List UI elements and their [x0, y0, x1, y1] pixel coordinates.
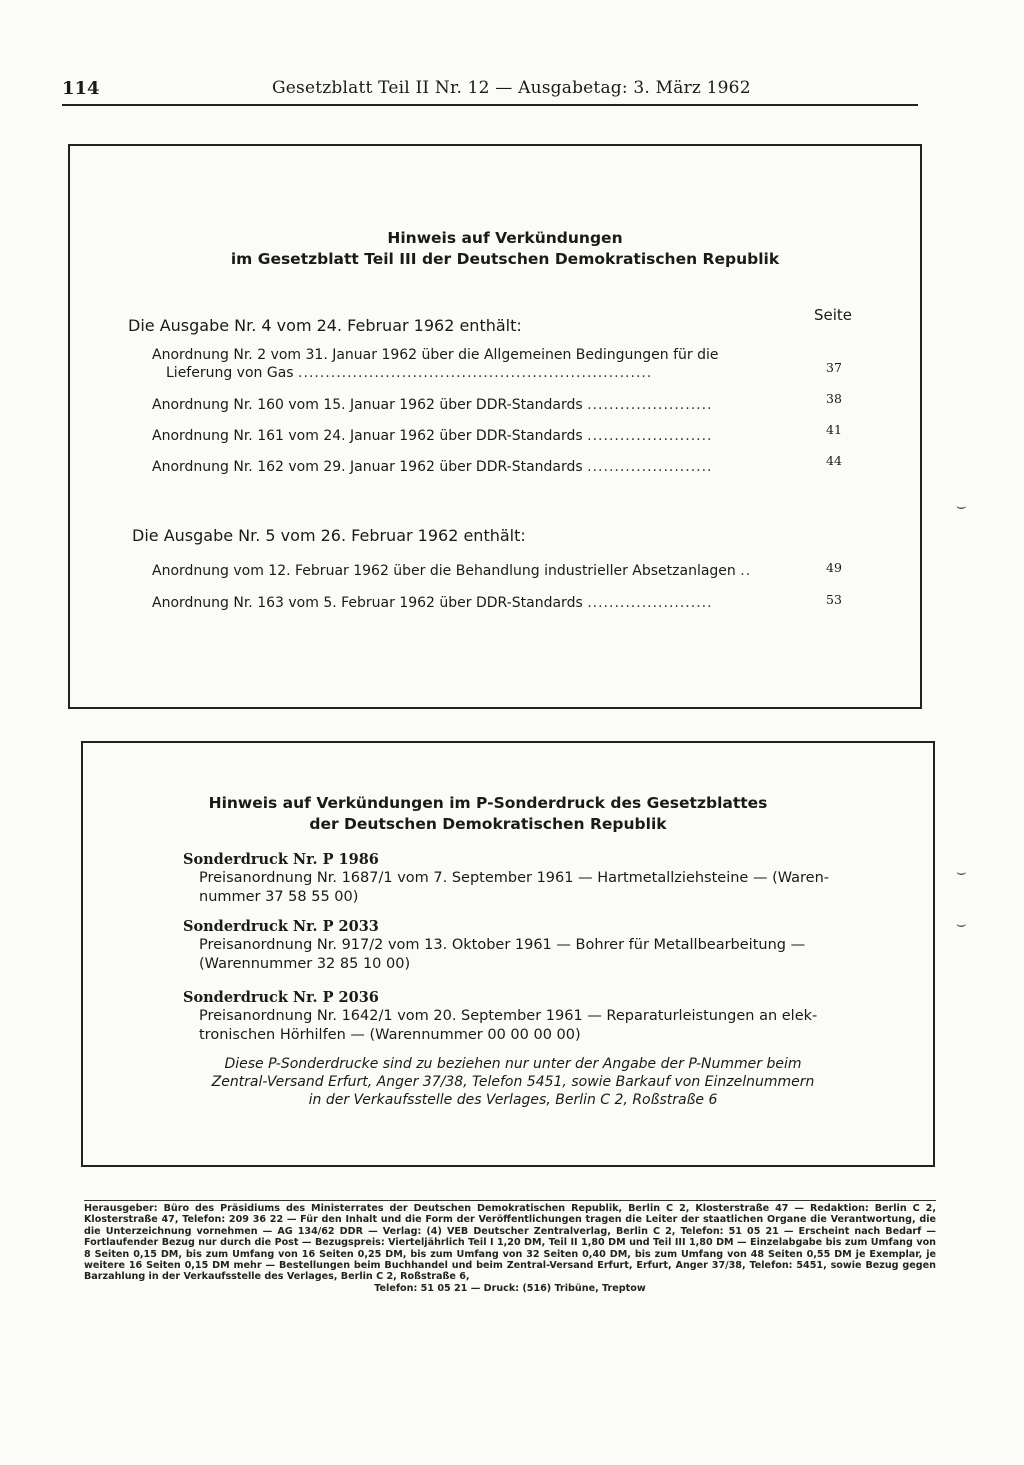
entry-text: Anordnung Nr. 161 vom 24. Januar 1962 über DDR-Standards [152, 428, 583, 444]
sonderdruck-heading: Sonderdruck Nr. P 2033 [183, 918, 379, 935]
entry-page: 41 [826, 422, 842, 437]
running-title: Gesetzblatt Teil II Nr. 12 — Ausgabetag: 3. März 1962 [272, 78, 751, 98]
toc-entry: Anordnung Nr. 161 vom 24. Januar 1962 über DDR-Standards ....................... [152, 428, 713, 444]
page-header [62, 76, 918, 106]
entry-page: 44 [826, 453, 842, 468]
entry-text: Anordnung Nr. 2 vom 31. Januar 1962 über die Allgemeinen Bedingungen für die [152, 347, 719, 363]
sonderdruck-text: Preisanordnung Nr. 1642/1 vom 20. September 1961 — Reparaturleistungen an elek- tronischen Hörhilfen — (Warennummer 00 00 00 00) [199, 1008, 818, 1043]
box-title [90, 228, 920, 270]
imprint-text: Herausgeber: Büro des Präsidiums des Ministerrates der Deutschen Demokratischen Republik, Berlin C 2, Klosterstraße 47 — Redaktion: Berlin C 2, Klosterstraße 47, Telefon: 209 36 22 — Für den Inhalt und die Form der Veröffentlichungen tragen die Leiter der staatlichen Organe die Verantwortung, die die Unterzeichnung vornehmen — AG 134/62 DDR — Verlag: (4) VEB Deutscher Zentralverlag, Berlin C 2, Telefon: 51 05 21 — Erscheint nach Bedarf — Fortlaufender Bezug nur durch die Post — Bezugspreis: Vierteljährlich Teil I 1,20 DM, Teil II 1,80 DM und Teil III 1,80 DM — Einzelabgabe bis zum Umfang von 8 Seiten 0,15 DM, bis zum Umfang von 16 Seiten 0,25 DM, bis zum Umfang von 32 Seiten 0,40 DM, bis zum Umfang von 48 Seiten 0,55 DM je Exemplar, je weitere 16 Seiten 0,15 DM mehr — Bestellungen beim Buchhandel und beim Zentral-Versand Erfurt, Erfurt, Anger 37/38, Telefon: 5451, sowie Bezug gegen Barzahlung in der Verkaufsstelle des Verlages, Berlin C 2, Roßstraße 6, [84, 1203, 936, 1283]
imprint-last-line: Telefon: 51 05 21 — Druck: (516) Tribüne, Treptow [374, 1282, 646, 1294]
print-mark: ⌣ [956, 862, 967, 881]
box-title-line-1: Hinweis auf Verkündungen im P-Sonderdruck des Gesetzblattes [208, 794, 768, 812]
print-mark: ⌣ [956, 496, 967, 515]
toc-entry: Anordnung Nr. 162 vom 29. Januar 1962 über DDR-Standards ....................... [152, 459, 713, 475]
entry-text-cont: Lieferung von Gas ................................................................. [166, 365, 653, 381]
notice-box-p-sonderdruck [81, 741, 935, 1167]
entry-page: 38 [826, 391, 842, 406]
entry-text: Anordnung Nr. 160 vom 15. Januar 1962 über DDR-Standards [152, 397, 583, 413]
entry-page: 49 [826, 560, 842, 575]
imprint-rule [84, 1200, 936, 1201]
box-title-line-2: der Deutschen Demokratischen Republik [309, 815, 667, 833]
toc-entry: Anordnung Nr. 163 vom 5. Februar 1962 über DDR-Standards ....................... [152, 595, 713, 611]
box-title-line-1: Hinweis auf Verkündungen [387, 229, 623, 247]
sonderdruck-text: Preisanordnung Nr. 1687/1 vom 7. September 1961 — Hartmetallziehsteine — (Waren- nummer 37 58 55 00) [199, 870, 830, 905]
page-number: 114 [62, 78, 100, 99]
sonderdruck-heading: Sonderdruck Nr. P 1986 [183, 851, 379, 868]
imprint [84, 1203, 936, 1294]
notice-box-gesetzblatt-teil-iii [68, 144, 922, 709]
entry-text: Anordnung Nr. 163 vom 5. Februar 1962 über DDR-Standards [152, 595, 583, 611]
entry-text: Anordnung vom 12. Februar 1962 über die Behandlung industrieller Absetzanlagen [152, 563, 736, 579]
toc-entry: Anordnung Nr. 160 vom 15. Januar 1962 über DDR-Standards ....................... [152, 397, 713, 413]
print-mark: ⌣ [956, 914, 967, 933]
sonderdruck-text: Preisanordnung Nr. 917/2 vom 13. Oktober 1961 — Bohrer für Metallbearbeitung — (Warennummer 32 85 10 00) [199, 937, 806, 972]
entry-page: 53 [826, 592, 842, 607]
sonderdruck-heading: Sonderdruck Nr. P 2036 [183, 989, 379, 1006]
entry-page: 37 [826, 360, 842, 375]
entry-text: Anordnung Nr. 162 vom 29. Januar 1962 über DDR-Standards [152, 459, 583, 475]
box-title-line-2: im Gesetzblatt Teil III der Deutschen Demokratischen Republik [230, 250, 780, 268]
toc-entry: Anordnung vom 12. Februar 1962 über die Behandlung industrieller Absetzanlagen .. [152, 563, 752, 579]
issue-heading: Die Ausgabe Nr. 5 vom 26. Februar 1962 enthält: [132, 526, 526, 545]
ordering-note: Diese P-Sonderdrucke sind zu beziehen nur unter der Angabe der P-Nummer beim Zentral-Versand Erfurt, Anger 37/38, Telefon 5451, sowie Barkauf von Einzelnummern in der Verkaufsstelle des Verlages, Berlin C 2, Roßstraße 6 [211, 1056, 815, 1108]
page-column-label: Seite [814, 306, 853, 324]
box-title [43, 793, 933, 835]
issue-heading: Die Ausgabe Nr. 4 vom 24. Februar 1962 enthält: [128, 316, 522, 335]
toc-entry [152, 346, 802, 382]
